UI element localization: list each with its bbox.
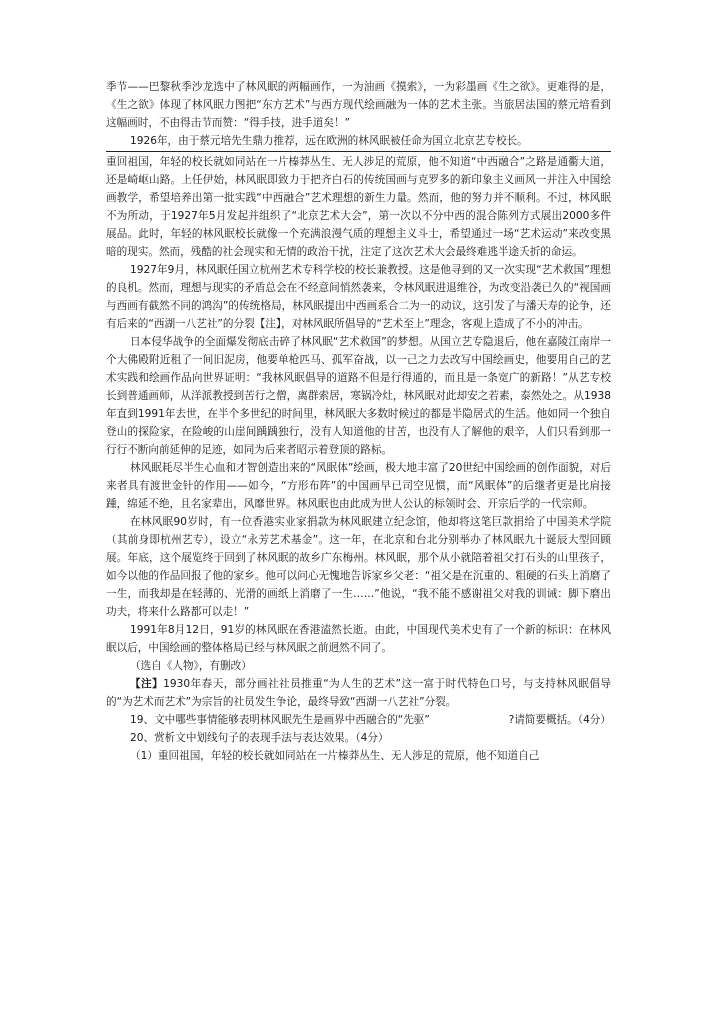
paragraph-1991: 1991年8月12日，91岁的林风眠在香港溘然长逝。由此，中国现代美术史有了一个新的标识：在林风眠以后，中国绘画的整体格局已经与林风眠之前迥然不同了。	[106, 624, 611, 654]
paragraph-intro: 季节——巴黎秋季沙龙选中了林风眠的两幅画作，一为油画《摸索》，一为彩墨画《生之欲》。更难得的是，《生之欲》体现了林风眠力图把“东方艺术”与西方现代绘画融为一体的艺术主张。当旅居法国的蔡元培看到这幅画时，不由得击节而赞：“得手技，进手道矣！”	[106, 81, 611, 129]
question-19	[106, 711, 611, 729]
question-20: 20、赏析文中划线句子的表现手法与表达效果。（4分）	[130, 732, 389, 744]
paragraph-age-90: 在林风眠90岁时，有一位香港实业家捐款为林风眠建立纪念馆，他却将这笔巨款捐给了中国美术学院（其前身即杭州艺专），设立“永芳艺术基金”。这一年，在北京和台北分别举办了林风眠九十诞辰大型回顾展。年底，这个展览终于回到了林风眠的故乡广东梅州。林风眠，那个从小就陪着祖父打石头的山里孩子，如今以他的作品回报了他的家乡。他可以问心无愧地告诉家乡父老：“祖父是在沉重的、粗硬的石头上消磨了一生，而我却是在轻薄的、光滑的画纸上消磨了一生……”他说，“我不能不感谢祖父对我的训诫：脚下磨出功夫，将来什么路都可以走！”	[106, 516, 611, 618]
footnote	[106, 675, 611, 711]
question-19-tail: ?请简要概括。（4分）	[508, 714, 611, 726]
question-19-text: 19、文中哪些事情能够表明林风眠先生是画界中西融合的“先驱”	[130, 714, 430, 726]
paragraph-1926: 1926年，由于蔡元培先生鼎力推荐，远在欧洲的林风眠被任命为国立北京艺专校长。	[130, 135, 528, 147]
underline-divider	[106, 151, 611, 152]
paragraph-fengmian-style: 林风眠耗尽半生心血和才智创造出来的“风眠体”绘画，极大地丰富了20世纪中国绘画的创作面貌，对后来者具有渡世金针的作用——如今，“方形布阵”的中国画早已司空见惯，而“风眠体”的后继者更是比肩接踵，绵延不绝，且名家辈出，风靡世界。林风眠也由此成为世人公认的标领时会、开宗后学的一代宗师。	[106, 462, 611, 510]
footnote-label: 【注】	[130, 678, 164, 690]
source-line: （选自《人物》，有删改）	[130, 660, 252, 672]
footnote-text: 1930年春天，部分画社社员推重“为人生的艺术”这一富于时代特色口号，与支持林风眠倡导的“为艺术而艺术”为宗旨的社员发生争论，最终导致“西湖一八艺社”分裂。	[106, 678, 612, 708]
paragraph-return-home: 重回祖国，年轻的校长就如同站在一片榛莽丛生、无人涉足的荒原，他不知道“中西融合”之路是通衢大道，还是崎岖山路。上任伊始，林风眠即致力于把齐白石的传统国画与克罗多的新印象主义画风一并注入中国绘画教学，希望培养出第一批实践“中西融合”艺术理想的新生力量。然而，他的努力并不顺利。不过，林风眠不为所动，于1927年5月发起并组织了“北京艺术大会”，第一次以不分中西的混合陈列方式展出2000多件展品。此时，年轻的林风眠校长就像一个充满浪漫气质的理想主义斗士，希望通过一场“艺术运动”来改变黑暗的现实。然而，残酷的社会现实和无情的政治干扰，注定了这次艺术大会最终难逃半途夭折的命运。	[106, 156, 611, 258]
question-20-sub1: （1）重回祖国，年轻的校长就如同站在一片榛莽丛生、无人涉足的荒原，他不知道自己	[130, 750, 540, 762]
article-column	[106, 78, 611, 765]
paragraph-war: 日本侵华战争的全面爆发彻底击碎了林风眠“艺术救国”的梦想。从国立艺专隐退后，他在嘉陵江南岸一个大佛殿附近租了一间旧泥房，他要单枪匹马、孤军奋战，以一己之力去改写中国绘画史，他要用自己的艺术实践和绘画作品向世界证明：“我林风眠倡导的道路不但是行得通的，而且是一条宽广的新路！”从艺专校长到普通画师，从洋派教授到苦行之僧，离群索居，寒锅冷灶，林风眠对此却安之若素，泰然处之。从1938年直到1991年去世，在半个多世纪的时间里，林风眠大多数时候过的都是半隐居式的生活。他如同一个独自登山的探险家，在险峻的山崖间踽踽独行，没有人知道他的甘苦，也没有人了解他的艰辛，人们只看到那一行行不断向前延伸的足迹，如同为后来者昭示着登顶的路标。	[106, 336, 611, 456]
paragraph-hangzhou: 1927年9月，林风眠任国立杭州艺术专科学校的校长兼教授。这是他寻到的又一次实现“艺术救国”理想的良机。然而，理想与现实的矛盾总会在不经意间悄然袭来，令林风眠进退维谷，为改变沿袭已久的“视国画与西画有截然不同的鸿沟”的传统格局，林风眠提出中西画系合二为一的动议，这引发了与潘天寿的论争，还有后来的“西湖一八艺社”的分裂【注】，对林风眠所倡导的“艺术至上”理念，客观上造成了不小的冲击。	[106, 264, 611, 330]
